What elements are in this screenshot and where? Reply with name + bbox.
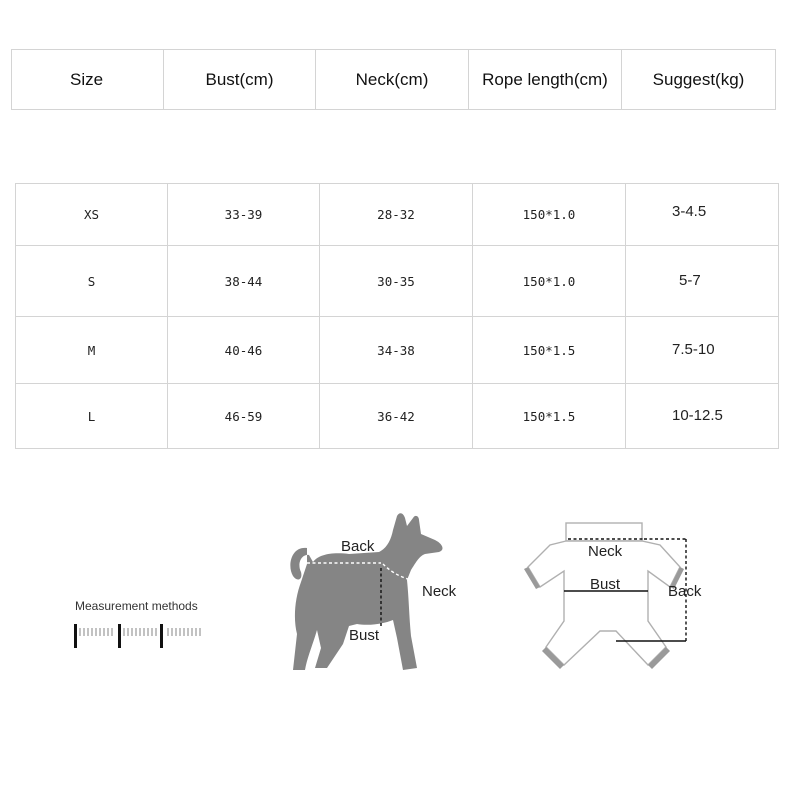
dog-bust-label: Bust: [349, 627, 380, 644]
header-rope-length: Rope length(cm): [469, 50, 622, 110]
cell-neck: 28-32: [320, 184, 473, 246]
cell-rope: 150*1.0: [473, 184, 626, 246]
garment-diagram: [520, 515, 710, 680]
cell-size: L: [16, 384, 168, 449]
table-row: [16, 246, 779, 317]
size-chart-table: [15, 183, 779, 449]
header-row: [12, 50, 776, 110]
cell-rope: 150*1.0: [473, 246, 626, 317]
header-neck: Neck(cm): [316, 50, 469, 110]
cell-size: XS: [16, 184, 168, 246]
garment-neck-label: Neck: [588, 543, 623, 560]
cell-weight: 10-12.5: [626, 384, 779, 449]
dog-back-label: Back: [341, 538, 375, 555]
ruler-icon: [74, 620, 204, 650]
header-size: Size: [12, 50, 164, 110]
cell-bust: 38-44: [168, 246, 320, 317]
cell-bust: 40-46: [168, 317, 320, 384]
cell-weight: 3-4.5: [626, 184, 779, 246]
cell-weight: 7.5-10: [626, 317, 779, 384]
garment-bust-label: Bust: [590, 576, 621, 593]
garment-back-label: Back: [668, 583, 702, 600]
cell-neck: 34-38: [320, 317, 473, 384]
cell-bust: 46-59: [168, 384, 320, 449]
header-suggest: Suggest(kg): [622, 50, 776, 110]
cell-neck: 30-35: [320, 246, 473, 317]
cell-weight: 5-7: [626, 246, 779, 317]
cell-size: S: [16, 246, 168, 317]
dog-diagram: [285, 508, 460, 678]
header-bust: Bust(cm): [164, 50, 316, 110]
table-row: [16, 317, 779, 384]
cell-neck: 36-42: [320, 384, 473, 449]
cell-bust: 33-39: [168, 184, 320, 246]
cell-rope: 150*1.5: [473, 317, 626, 384]
size-header-table: [11, 49, 776, 110]
measurement-methods-label: Measurement methods: [75, 599, 198, 613]
cell-size: M: [16, 317, 168, 384]
cell-rope: 150*1.5: [473, 384, 626, 449]
table-row: [16, 384, 779, 449]
table-row: [16, 184, 779, 246]
dog-neck-label: Neck: [422, 583, 457, 600]
